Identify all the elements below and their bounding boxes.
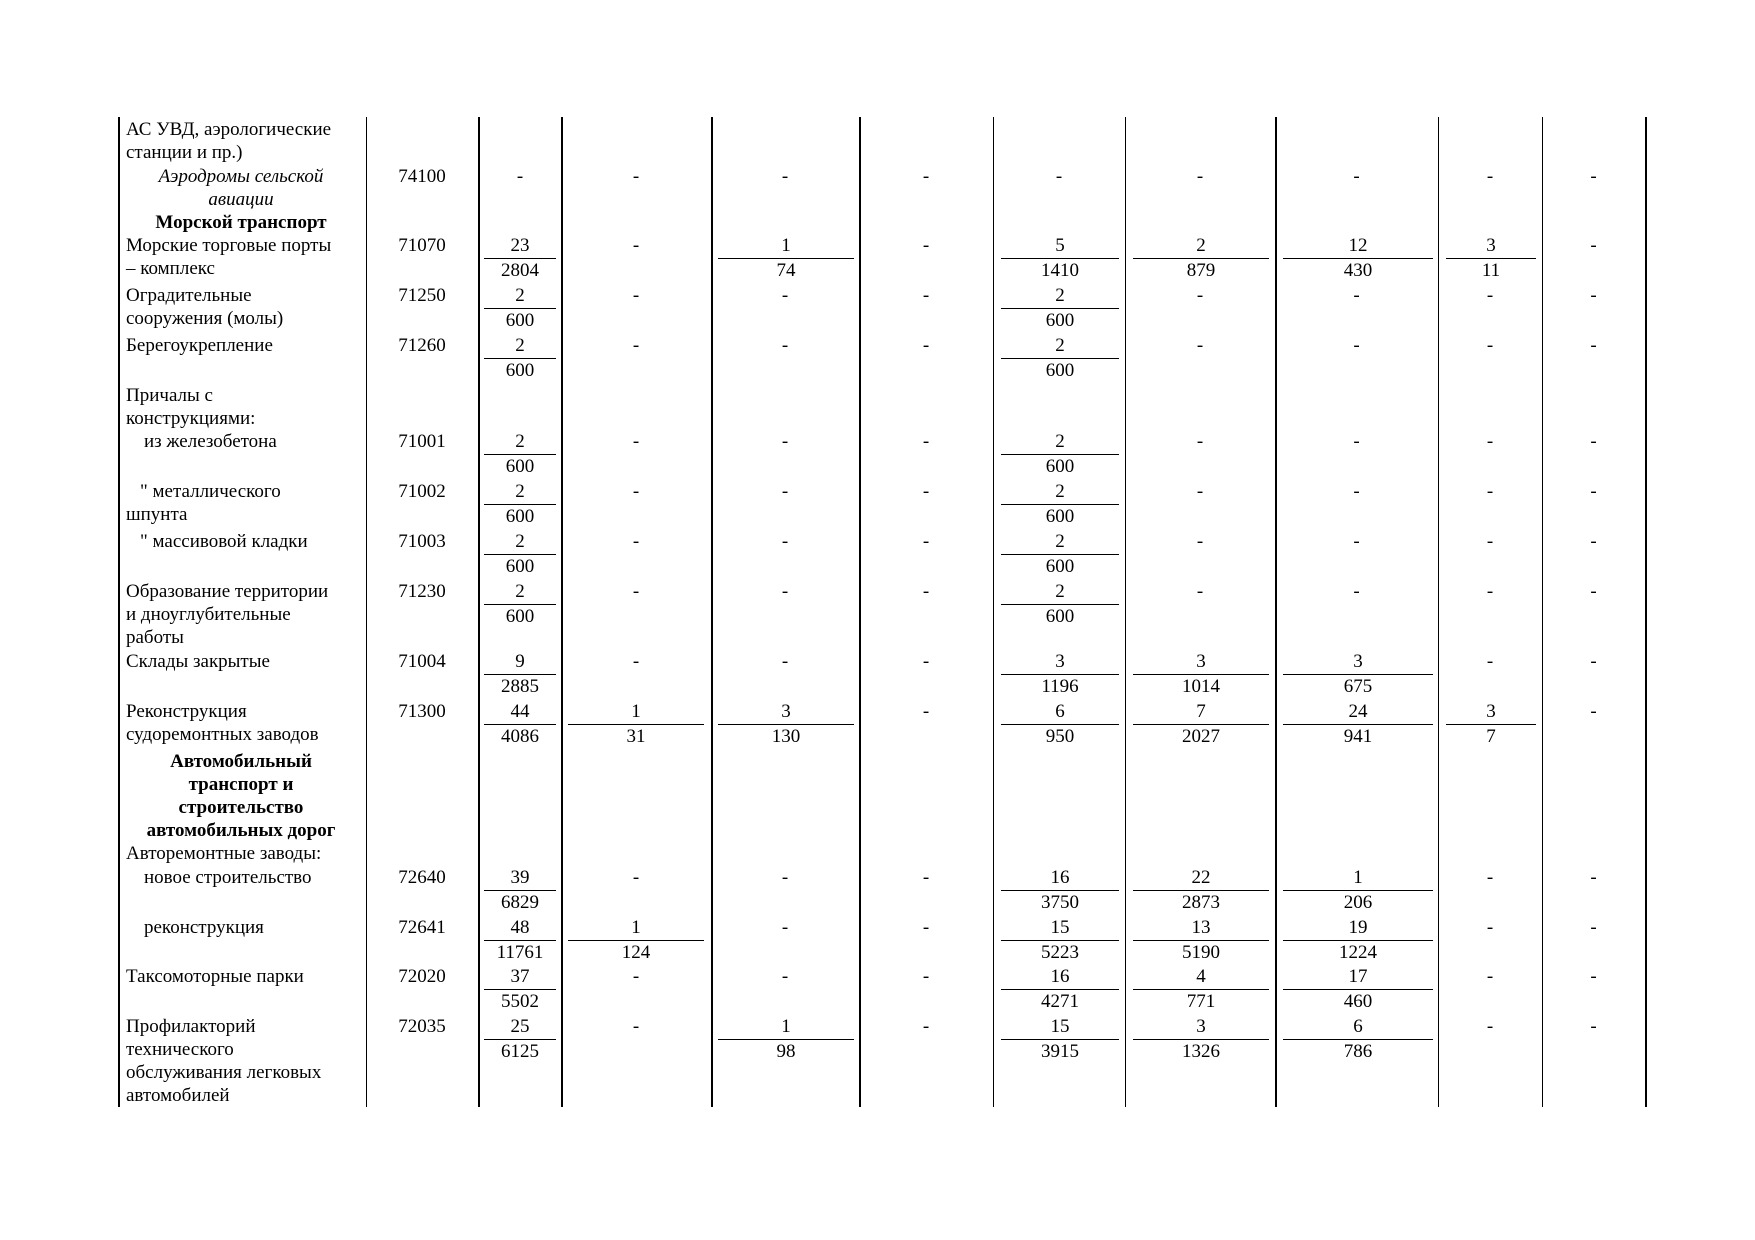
- cell-count: 25: [484, 1015, 556, 1040]
- cell-value: -: [1196, 335, 1204, 356]
- cell-count: 17: [1283, 965, 1433, 990]
- cell-capacity: 879: [1186, 260, 1216, 281]
- cell-capacity: 2873: [1182, 892, 1220, 913]
- cell-count: 7: [1133, 700, 1269, 725]
- table-rule: [1542, 117, 1543, 1107]
- cell-value: -: [632, 235, 640, 256]
- cell-value: -: [632, 431, 640, 452]
- row-name: станции и пр.): [126, 142, 243, 163]
- row-name: авиации: [208, 189, 274, 210]
- cell-capacity: 600: [505, 310, 535, 331]
- fraction-cell: [1283, 700, 1433, 748]
- fraction-cell: [1001, 430, 1119, 478]
- cell-capacity: 2885: [501, 676, 539, 697]
- cell-value: -: [1353, 581, 1360, 602]
- fraction-cell: [484, 916, 556, 964]
- fraction-cell: [718, 1015, 854, 1063]
- cell-capacity: 4086: [501, 726, 539, 747]
- fraction-cell: [484, 650, 556, 698]
- cell-capacity: 600: [1045, 456, 1075, 477]
- table-rule: [711, 117, 713, 1107]
- row-code: 71260: [398, 335, 446, 356]
- cell-value: -: [781, 335, 789, 356]
- cell-value: -: [1353, 285, 1360, 306]
- fraction-cell: [718, 700, 854, 748]
- cell-value: -: [632, 166, 640, 187]
- cell-value: -: [1486, 335, 1494, 356]
- cell-value: -: [632, 867, 640, 888]
- row-name: Реконструкция: [126, 701, 247, 722]
- cell-value: -: [1055, 166, 1063, 187]
- fraction-cell: [1133, 700, 1269, 748]
- table-rule: [1645, 117, 1647, 1107]
- cell-count: 1: [718, 234, 854, 259]
- cell-value: -: [1196, 481, 1204, 502]
- table-rule: [1275, 117, 1277, 1107]
- row-name: конструкциями:: [126, 408, 256, 429]
- cell-count: 2: [484, 530, 556, 555]
- row-name: автомобилей: [126, 1085, 230, 1106]
- fraction-cell: [1133, 1015, 1269, 1063]
- cell-value: -: [922, 431, 930, 452]
- fraction-cell: [1283, 965, 1433, 1013]
- cell-value: -: [1590, 651, 1597, 672]
- cell-value: -: [922, 917, 930, 938]
- row-code: 71002: [398, 481, 446, 502]
- cell-value: -: [1486, 1016, 1494, 1037]
- fraction-cell: [1001, 284, 1119, 332]
- cell-capacity: 600: [505, 506, 535, 527]
- cell-value: -: [922, 867, 930, 888]
- cell-capacity: 600: [505, 606, 535, 627]
- cell-value: -: [922, 531, 930, 552]
- fraction-cell: [1001, 234, 1119, 282]
- fraction-cell: [1283, 866, 1433, 914]
- cell-capacity: 5502: [501, 991, 539, 1012]
- row-name: Причалы с: [126, 385, 213, 406]
- cell-count: 2: [484, 580, 556, 605]
- cell-count: 2: [1133, 234, 1269, 259]
- fraction-cell: [1133, 965, 1269, 1013]
- row-name: Таксомоторные парки: [126, 966, 304, 987]
- cell-count: 2: [1001, 580, 1119, 605]
- fraction-cell: [1001, 965, 1119, 1013]
- cell-value: -: [1590, 431, 1597, 452]
- cell-value: -: [1486, 285, 1494, 306]
- cell-value: -: [632, 335, 640, 356]
- cell-capacity: 5223: [1041, 942, 1079, 963]
- fraction-cell: [484, 866, 556, 914]
- fraction-cell: [484, 334, 556, 382]
- row-name: АС УВД, аэрологические: [126, 119, 332, 140]
- cell-capacity: 600: [505, 456, 535, 477]
- cell-capacity: 3750: [1041, 892, 1079, 913]
- cell-capacity: 124: [621, 942, 651, 963]
- fraction-cell: [1001, 480, 1119, 528]
- cell-value: -: [1353, 166, 1360, 187]
- cell-count: 4: [1133, 965, 1269, 990]
- cell-value: -: [1196, 166, 1204, 187]
- cell-capacity: 675: [1343, 676, 1373, 697]
- cell-value: -: [781, 531, 789, 552]
- fraction-cell: [484, 480, 556, 528]
- cell-capacity: 7: [1486, 726, 1496, 747]
- cell-value: -: [781, 917, 789, 938]
- row-code: 72641: [398, 917, 446, 938]
- fraction-cell: [1001, 700, 1119, 748]
- cell-count: 39: [484, 866, 556, 891]
- row-name: Профилакторий: [126, 1016, 256, 1037]
- cell-count: 1: [568, 916, 704, 941]
- cell-capacity: 11761: [496, 942, 544, 963]
- fraction-cell: [1133, 916, 1269, 964]
- fraction-cell: [1001, 916, 1119, 964]
- table-rule: [1438, 117, 1439, 1107]
- row-name: Аэродромы сельской: [158, 166, 324, 187]
- cell-count: 15: [1001, 1015, 1119, 1040]
- cell-value: -: [922, 285, 930, 306]
- cell-capacity: 950: [1045, 726, 1075, 747]
- cell-value: -: [632, 531, 640, 552]
- cell-capacity: 600: [505, 556, 535, 577]
- cell-count: 2: [1001, 530, 1119, 555]
- cell-count: 3: [1133, 1015, 1269, 1040]
- cell-count: 2: [484, 334, 556, 359]
- cell-capacity: 1224: [1339, 942, 1377, 963]
- cell-capacity: 600: [1045, 556, 1075, 577]
- fraction-cell: [484, 530, 556, 578]
- fraction-cell: [1001, 866, 1119, 914]
- cell-capacity: 600: [505, 360, 535, 381]
- cell-capacity: 1326: [1182, 1041, 1220, 1062]
- cell-count: 22: [1133, 866, 1269, 891]
- cell-value: -: [1353, 431, 1360, 452]
- cell-capacity: 4271: [1041, 991, 1079, 1012]
- cell-value: -: [1486, 966, 1494, 987]
- row-code: 72035: [398, 1016, 446, 1037]
- cell-value: -: [632, 581, 640, 602]
- table-rule: [859, 117, 861, 1107]
- row-name: Авторемонтные заводы:: [126, 843, 322, 864]
- cell-value: -: [632, 966, 640, 987]
- fraction-cell: [568, 916, 704, 964]
- section-heading: строительство: [178, 797, 304, 818]
- cell-capacity: 6829: [501, 892, 539, 913]
- fraction-cell: [1133, 650, 1269, 698]
- cell-value: -: [1486, 651, 1494, 672]
- cell-value: -: [1353, 335, 1360, 356]
- table-rule: [366, 117, 367, 1107]
- cell-capacity: 1196: [1041, 676, 1079, 697]
- cell-value: -: [1590, 867, 1597, 888]
- row-name: Образование территории: [126, 581, 329, 602]
- cell-count: 2: [1001, 480, 1119, 505]
- fraction-cell: [1283, 916, 1433, 964]
- row-name: сооружения (молы): [126, 308, 284, 329]
- cell-value: -: [1590, 966, 1597, 987]
- row-name: судоремонтных заводов: [126, 724, 319, 745]
- cell-value: -: [632, 651, 640, 672]
- table-rule: [993, 117, 994, 1107]
- cell-capacity: 2027: [1182, 726, 1220, 747]
- cell-count: 19: [1283, 916, 1433, 941]
- cell-value: -: [922, 335, 930, 356]
- cell-value: -: [781, 651, 789, 672]
- fraction-cell: [1001, 530, 1119, 578]
- cell-capacity: 2804: [501, 260, 539, 281]
- cell-capacity: 941: [1343, 726, 1373, 747]
- fraction-cell: [1133, 234, 1269, 282]
- fraction-cell: [1001, 334, 1119, 382]
- row-code: 71250: [398, 285, 446, 306]
- cell-value: -: [1196, 531, 1204, 552]
- cell-count: 2: [484, 480, 556, 505]
- cell-value: -: [922, 235, 930, 256]
- cell-count: 24: [1283, 700, 1433, 725]
- row-name: Склады закрытые: [126, 651, 270, 672]
- cell-value: -: [1590, 166, 1597, 187]
- cell-count: 2: [1001, 334, 1119, 359]
- cell-value: -: [922, 581, 930, 602]
- cell-value: -: [922, 701, 930, 722]
- row-name: шпунта: [126, 504, 188, 525]
- cell-count: 3: [1001, 650, 1119, 675]
- row-code: 71001: [398, 431, 446, 452]
- row-name: новое строительство: [144, 867, 312, 888]
- cell-value: -: [781, 481, 789, 502]
- cell-count: 12: [1283, 234, 1433, 259]
- section-heading: Морской транспорт: [155, 212, 327, 233]
- cell-value: -: [1353, 531, 1360, 552]
- cell-value: -: [632, 1016, 640, 1037]
- row-name: " массивовой кладки: [140, 531, 308, 552]
- row-code: 71070: [398, 235, 446, 256]
- fraction-cell: [1001, 1015, 1119, 1063]
- cell-value: -: [781, 285, 789, 306]
- fraction-cell: [1446, 700, 1536, 748]
- row-name: работы: [126, 627, 184, 648]
- cell-count: 6: [1283, 1015, 1433, 1040]
- cell-value: -: [1196, 581, 1204, 602]
- cell-capacity: 600: [1045, 310, 1075, 331]
- row-code: 71003: [398, 531, 446, 552]
- cell-count: 2: [1001, 430, 1119, 455]
- fraction-cell: [484, 234, 556, 282]
- fraction-cell: [568, 700, 704, 748]
- cell-value: -: [781, 581, 789, 602]
- fraction-cell: [484, 284, 556, 332]
- cell-value: -: [1590, 1016, 1597, 1037]
- section-heading: автомобильных дорог: [146, 820, 336, 841]
- cell-value: -: [1590, 917, 1597, 938]
- cell-capacity: 430: [1343, 260, 1373, 281]
- cell-capacity: 600: [1045, 360, 1075, 381]
- cell-capacity: 98: [776, 1041, 796, 1062]
- cell-capacity: 600: [1045, 606, 1075, 627]
- cell-count: 9: [484, 650, 556, 675]
- cell-value: -: [1486, 867, 1494, 888]
- cell-count: 2: [484, 284, 556, 309]
- row-code: 72640: [398, 867, 446, 888]
- cell-value: -: [1486, 166, 1494, 187]
- fraction-cell: [484, 580, 556, 628]
- fraction-cell: [484, 430, 556, 478]
- cell-value: -: [1590, 285, 1597, 306]
- cell-count: 5: [1001, 234, 1119, 259]
- cell-value: -: [1486, 431, 1494, 452]
- cell-value: -: [781, 166, 789, 187]
- row-name: технического: [126, 1039, 234, 1060]
- cell-capacity: 460: [1343, 991, 1373, 1012]
- row-code: 71004: [398, 651, 446, 672]
- cell-value: -: [922, 481, 930, 502]
- cell-value: -: [781, 867, 789, 888]
- table-rule: [478, 117, 480, 1107]
- section-heading: транспорт и: [188, 774, 294, 795]
- cell-count: 44: [484, 700, 556, 725]
- fraction-cell: [718, 234, 854, 282]
- fraction-cell: [1001, 650, 1119, 698]
- cell-count: 3: [718, 700, 854, 725]
- fraction-cell: [484, 965, 556, 1013]
- cell-count: 2: [484, 430, 556, 455]
- fraction-cell: [1001, 580, 1119, 628]
- row-name: и дноуглубительные: [126, 604, 291, 625]
- row-name: Оградительные: [126, 285, 252, 306]
- cell-count: 3: [1133, 650, 1269, 675]
- cell-capacity: 3915: [1041, 1041, 1079, 1062]
- cell-capacity: 31: [626, 726, 646, 747]
- cell-value: -: [1590, 581, 1597, 602]
- cell-value: -: [922, 966, 930, 987]
- fraction-cell: [1133, 866, 1269, 914]
- cell-capacity: 11: [1481, 260, 1501, 281]
- cell-value: -: [1590, 481, 1597, 502]
- cell-count: 37: [484, 965, 556, 990]
- cell-capacity: 786: [1343, 1041, 1373, 1062]
- cell-count: 1: [1283, 866, 1433, 891]
- cell-capacity: 5190: [1182, 942, 1220, 963]
- row-code: 74100: [398, 166, 446, 187]
- cell-value: -: [781, 966, 789, 987]
- section-heading: Автомобильный: [170, 751, 312, 772]
- cell-capacity: 130: [771, 726, 801, 747]
- cell-value: -: [1590, 531, 1597, 552]
- cell-count: 3: [1446, 700, 1536, 725]
- row-name: " металлического: [140, 481, 281, 502]
- cell-value: -: [781, 431, 789, 452]
- cell-value: -: [922, 166, 930, 187]
- cell-value: -: [1196, 285, 1204, 306]
- row-code: 71230: [398, 581, 446, 602]
- fraction-cell: [1283, 1015, 1433, 1063]
- cell-value: -: [1486, 581, 1494, 602]
- row-name: реконструкция: [144, 917, 264, 938]
- table-rule: [1125, 117, 1126, 1107]
- cell-capacity: 74: [776, 260, 796, 281]
- cell-capacity: 6125: [501, 1041, 539, 1062]
- cell-count: 13: [1133, 916, 1269, 941]
- row-name: – комплекс: [126, 258, 215, 279]
- cell-count: 3: [1283, 650, 1433, 675]
- cell-count: 3: [1446, 234, 1536, 259]
- cell-capacity: 1410: [1041, 260, 1079, 281]
- fraction-cell: [484, 700, 556, 748]
- cell-capacity: 206: [1343, 892, 1373, 913]
- table-rule: [118, 117, 120, 1107]
- cell-value: -: [1590, 701, 1597, 722]
- fraction-cell: [1283, 650, 1433, 698]
- cell-count: 6: [1001, 700, 1119, 725]
- cell-capacity: 600: [1045, 506, 1075, 527]
- table-rule: [561, 117, 563, 1107]
- cell-capacity: 1014: [1182, 676, 1220, 697]
- row-name: обслуживания легковых: [126, 1062, 322, 1083]
- cell-value: -: [632, 481, 640, 502]
- cell-count: 23: [484, 234, 556, 259]
- row-code: 72020: [398, 966, 446, 987]
- cell-value: -: [922, 1016, 930, 1037]
- cell-value: -: [1486, 481, 1494, 502]
- row-name: из железобетона: [144, 431, 277, 452]
- cell-value: -: [1196, 431, 1204, 452]
- cell-count: 16: [1001, 965, 1119, 990]
- cell-value: -: [1486, 917, 1494, 938]
- cell-value: -: [1590, 335, 1597, 356]
- cell-value: -: [632, 285, 640, 306]
- cell-value: -: [1353, 481, 1360, 502]
- row-name: Берегоукрепление: [126, 335, 273, 356]
- fraction-cell: [1283, 234, 1433, 282]
- cell-count: 16: [1001, 866, 1119, 891]
- fraction-cell: [484, 1015, 556, 1063]
- fraction-cell: [1446, 234, 1536, 282]
- cell-count: 15: [1001, 916, 1119, 941]
- cell-value: -: [1590, 235, 1597, 256]
- cell-count: 1: [718, 1015, 854, 1040]
- cell-value: -: [516, 166, 524, 187]
- row-code: 71300: [398, 701, 446, 722]
- cell-value: -: [922, 651, 930, 672]
- cell-count: 1: [568, 700, 704, 725]
- cell-count: 2: [1001, 284, 1119, 309]
- cell-count: 48: [484, 916, 556, 941]
- row-name: Морские торговые порты: [126, 235, 332, 256]
- cell-value: -: [1486, 531, 1494, 552]
- cell-capacity: 771: [1186, 991, 1216, 1012]
